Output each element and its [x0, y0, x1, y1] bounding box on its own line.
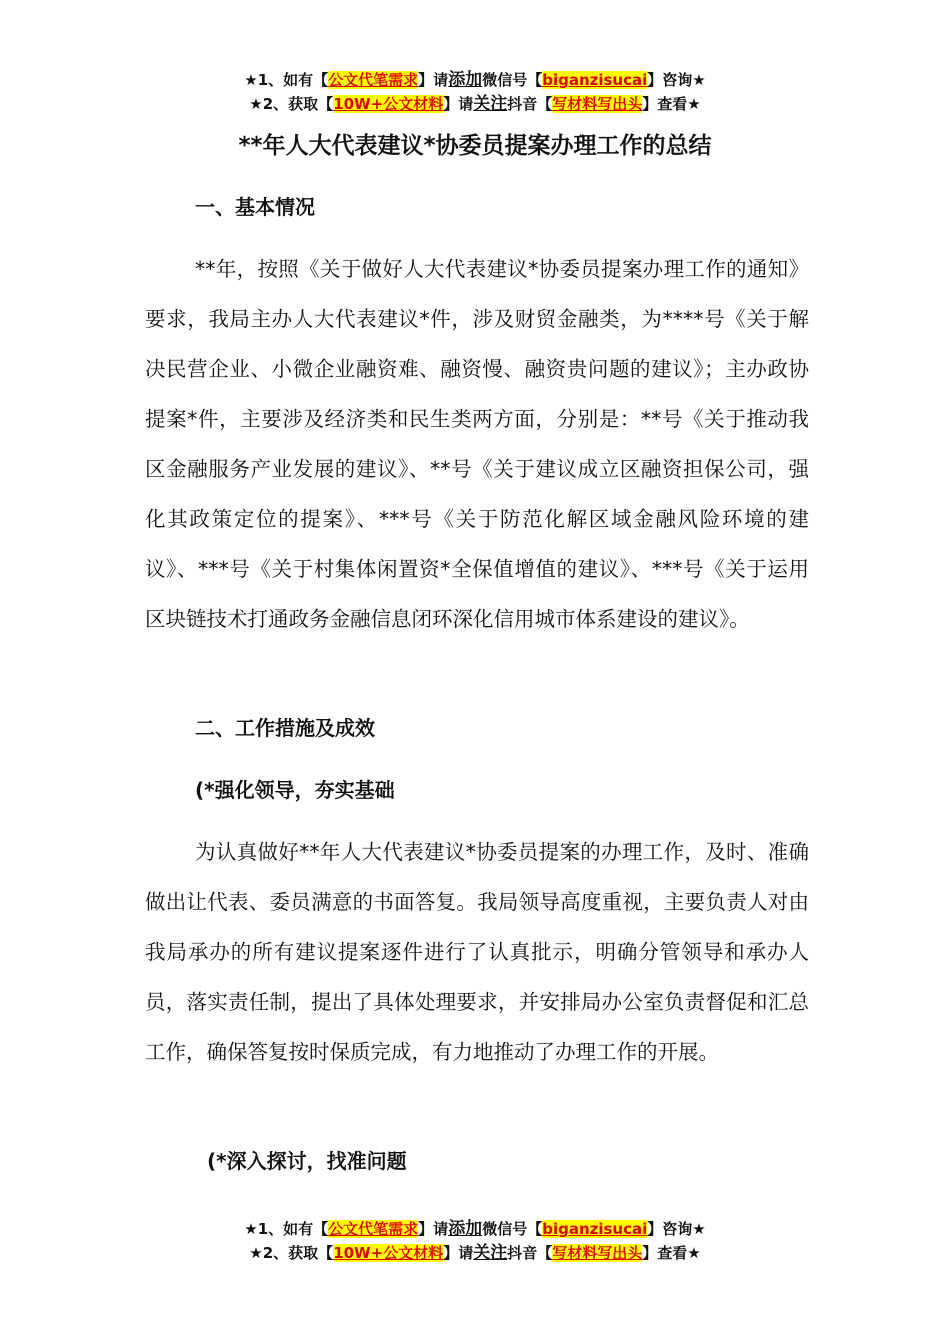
promo-text: 】请	[443, 95, 474, 113]
promo-text: 微信号【	[482, 71, 543, 89]
paragraph-basic-situation: **年，按照《关于做好人大代表建议*协委员提案办理工作的通知》要求，我局主办人大代表建议*件，涉及财贸金融类，为****号《关于解决民营企业、小微企业融资难、融资慢、融资贵问题的建议》；主办政协提案*件，主要涉及经济类和民生类两方面，分别是：**号《关于推动我区金融服务产业发展的建议》、**号《关于建议成立区融资担保公司，强化其政策定位的提案》、***号《关于防范化解区域金融风险环境的建议》、***号《关于村集体闲置资*全保值增值的建议》、***号《关于运用区块链技术打通政务金融信息闭环深化信用城市体系建设的建议》。	[145, 257, 809, 631]
promo-text: ★1、如有【	[244, 1220, 329, 1238]
promo-banner-bottom	[0, 1217, 950, 1265]
sub-heading-2-wrap	[157, 1144, 821, 1178]
promo-highlight-wechat-id: biganzisucai	[542, 1220, 648, 1238]
sub-heading-discussion: (*深入探讨，找准问题	[207, 1149, 407, 1173]
promo-line-2	[0, 92, 950, 116]
promo-line-2	[0, 1241, 950, 1265]
sub-heading-leadership: (*强化领导，夯实基础	[195, 778, 395, 802]
promo-text: ★2、获取【	[249, 1244, 334, 1262]
promo-text: 】请	[418, 1220, 449, 1238]
promo-highlight-service: 公文代笔需求	[328, 71, 419, 89]
promo-text: 抖音【	[507, 95, 553, 113]
promo-keyword-follow: 关注	[473, 94, 508, 114]
promo-text: 】查看★	[642, 1244, 701, 1262]
section-basic-body	[145, 244, 809, 644]
promo-line-1	[0, 68, 950, 92]
promo-highlight-douyin: 写材料写出头	[552, 1244, 643, 1262]
promo-line-1	[0, 1217, 950, 1241]
section-measures-heading-wrap	[145, 711, 809, 745]
promo-text: 】咨询★	[647, 1220, 706, 1238]
promo-keyword-add: 添加	[448, 1219, 483, 1239]
promo-highlight-douyin: 写材料写出头	[552, 95, 643, 113]
promo-text: 】查看★	[642, 95, 701, 113]
paragraph-leadership: 为认真做好**年人大代表建议*协委员提案的办理工作，及时、准确做出让代表、委员满意的书面答复。我局领导高度重视，主要负责人对由我局承办的所有建议提案逐件进行了认真批示，明确分管领导和承办人员，落实责任制，提出了具体处理要求，并安排局办公室负责督促和汇总工作，确保答复按时保质完成，有力地推动了办理工作的开展。	[145, 840, 809, 1064]
section-heading-basic: 一、基本情况	[195, 195, 315, 219]
promo-text: 】咨询★	[647, 71, 706, 89]
promo-text: ★2、获取【	[249, 95, 334, 113]
promo-keyword-add: 添加	[448, 70, 483, 90]
section-basic-heading-wrap	[145, 190, 809, 224]
sub-heading-1-wrap	[145, 773, 809, 807]
promo-banner-top	[0, 68, 950, 116]
promo-text: ★1、如有【	[244, 71, 329, 89]
section-heading-measures: 二、工作措施及成效	[195, 716, 375, 740]
document-title: **年人大代表建议*协委员提案办理工作的总结	[238, 133, 712, 159]
promo-highlight-service: 公文代笔需求	[328, 1220, 419, 1238]
promo-text: 微信号【	[482, 1220, 543, 1238]
promo-highlight-wechat-id: biganzisucai	[542, 71, 648, 89]
promo-highlight-materials: 10W+公文材料	[333, 95, 444, 113]
promo-highlight-materials: 10W+公文材料	[333, 1244, 444, 1262]
promo-text: 】请	[418, 71, 449, 89]
sub-section-1-body	[145, 827, 809, 1077]
promo-text: 抖音【	[507, 1244, 553, 1262]
promo-text: 】请	[443, 1244, 474, 1262]
promo-keyword-follow: 关注	[473, 1243, 508, 1263]
